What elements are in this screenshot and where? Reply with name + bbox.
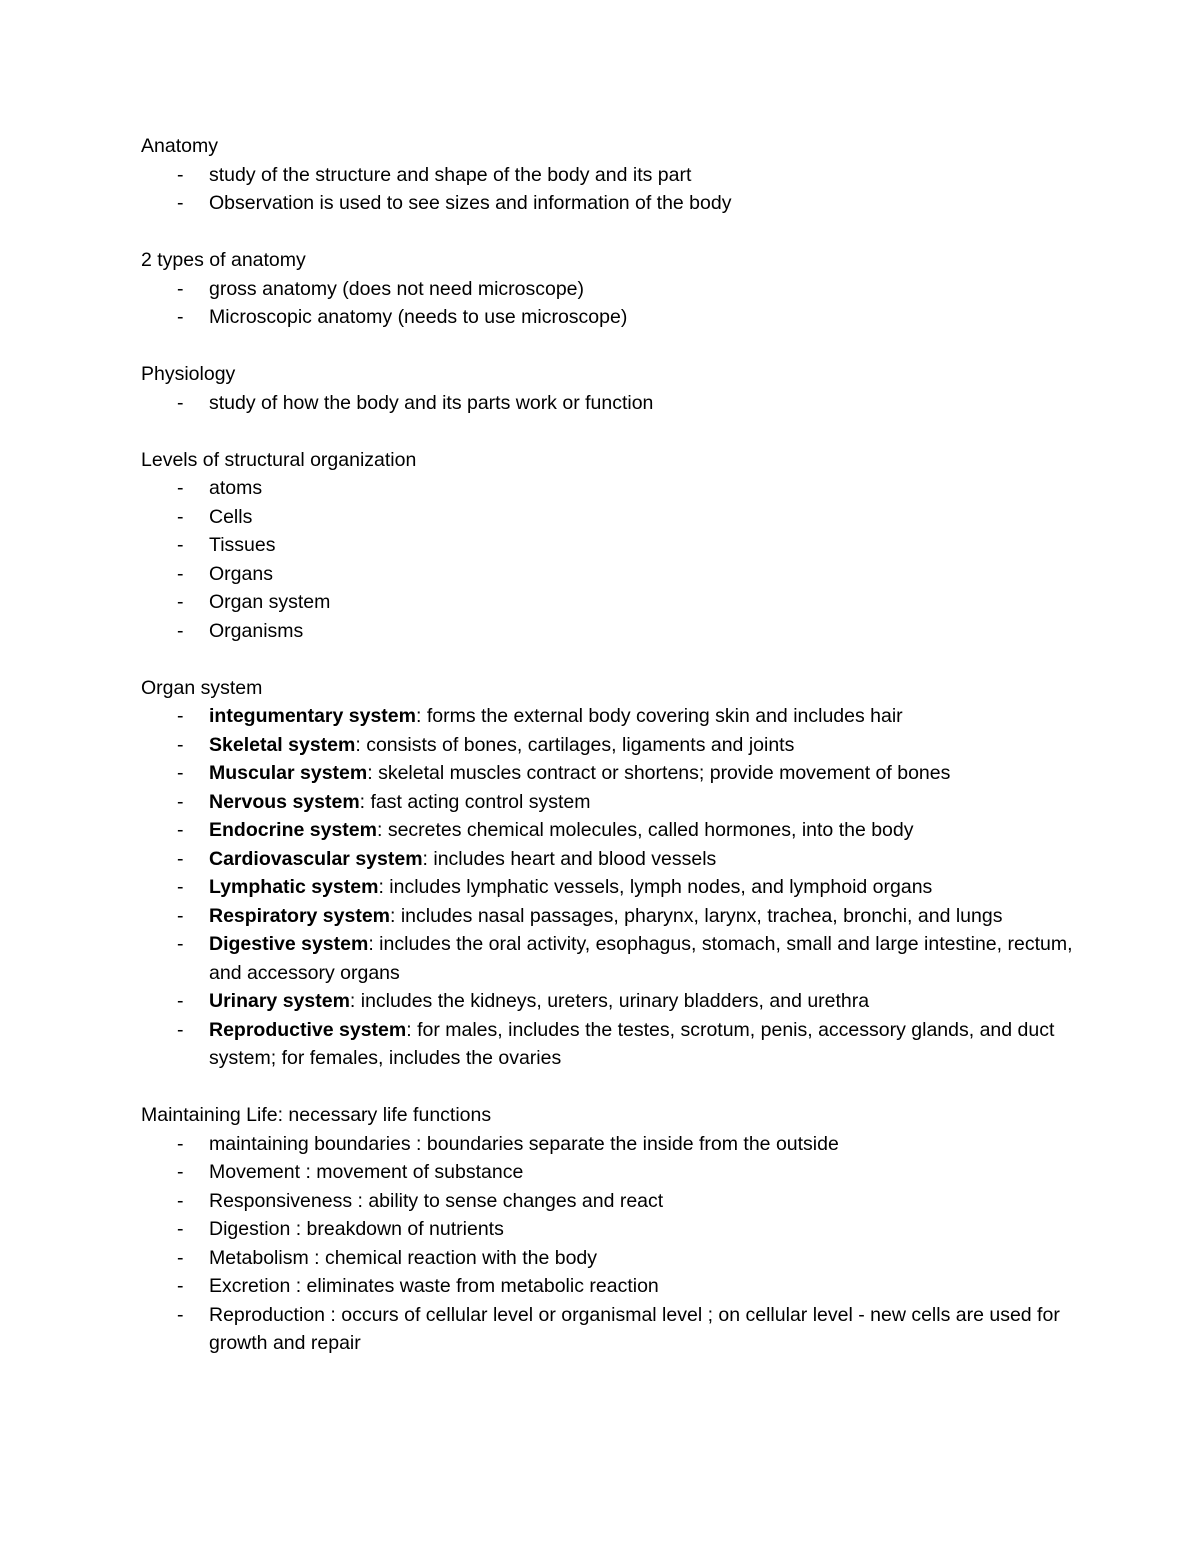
note-section: [141, 246, 1080, 332]
list-item: [141, 759, 1080, 788]
bullet-dash-icon: -: [177, 904, 184, 927]
list-item-text: Microscopic anatomy (needs to use microscope): [209, 306, 628, 328]
list-item: [141, 1244, 1080, 1273]
list-item: [141, 588, 1080, 617]
list-item-term: Skeletal system: [209, 733, 356, 756]
list-item: [141, 845, 1080, 874]
list-item: [141, 1272, 1080, 1301]
bullet-dash-icon: -: [177, 847, 184, 870]
list-item-text: : skeletal muscles contract or shortens; provide movement of bones: [367, 762, 951, 784]
list-item-text: : for males, includes the testes, scrotum, penis, accessory glands, and duct system; for females, includes the ovaries: [209, 1018, 1055, 1069]
list-item: [141, 1301, 1080, 1358]
list-item-text: : secretes chemical molecules, called hormones, into the body: [376, 819, 914, 841]
list-item: [141, 702, 1080, 731]
bullet-dash-icon: -: [177, 1275, 184, 1297]
bullet-dash-icon: -: [177, 1161, 184, 1183]
note-section: [141, 132, 1080, 218]
list-item: [141, 275, 1080, 304]
bullet-dash-icon: -: [177, 505, 184, 528]
list-item-term: Muscular system: [209, 762, 368, 784]
list-item-text: Responsiveness : ability to sense changes and react: [209, 1189, 664, 1212]
list-item-term: integumentary system: [209, 705, 416, 727]
note-section: [141, 446, 1080, 646]
list-item-text: gross anatomy (does not need microscope): [209, 277, 585, 300]
section-heading: Maintaining Life: necessary life functions: [141, 1104, 492, 1126]
list-item-term: Reproductive system: [209, 1018, 407, 1041]
note-section: [141, 674, 1080, 1073]
section-heading: Anatomy: [141, 135, 218, 157]
bullet-dash-icon: -: [177, 1218, 184, 1240]
list-item-term: Lymphatic system: [209, 876, 379, 898]
list-item-term: Digestive system: [209, 933, 369, 955]
list-item-text: Organs: [209, 562, 273, 585]
list-item: [141, 389, 1080, 418]
bullet-dash-icon: -: [177, 306, 184, 328]
bullet-list: [141, 161, 1080, 218]
list-item-text: study of how the body and its parts work or function: [209, 391, 654, 414]
section-heading: Levels of structural organization: [141, 448, 417, 471]
note-section: [141, 1101, 1080, 1358]
list-item: [141, 788, 1080, 817]
list-item-text: Digestion : breakdown of nutrients: [209, 1218, 504, 1240]
bullet-dash-icon: -: [177, 534, 184, 556]
list-item-text: : includes the kidneys, ureters, urinary bladders, and urethra: [349, 990, 870, 1012]
list-item-text: Organisms: [209, 619, 304, 642]
list-item: [141, 1215, 1080, 1244]
list-item: [141, 303, 1080, 332]
bullet-dash-icon: -: [177, 163, 184, 186]
list-item-term: Cardiovascular system: [209, 847, 423, 870]
section-spacer: [141, 645, 1080, 674]
list-item-term: Urinary system: [209, 990, 350, 1012]
list-item: [141, 816, 1080, 845]
list-item: [141, 1016, 1080, 1073]
note-section: [141, 360, 1080, 417]
list-item-text: : consists of bones, cartilages, ligaments and joints: [355, 733, 795, 756]
list-item: [141, 987, 1080, 1016]
bullet-list: [141, 275, 1080, 332]
list-item-text: maintaining boundaries : boundaries separate the inside from the outside: [209, 1132, 839, 1155]
bullet-dash-icon: -: [177, 1018, 184, 1041]
list-item-text: : fast acting control system: [359, 790, 591, 813]
bullet-dash-icon: -: [177, 733, 184, 756]
list-item: [141, 531, 1080, 560]
list-item-text: atoms: [209, 477, 263, 499]
bullet-list: [141, 1130, 1080, 1358]
list-item-term: Respiratory system: [209, 904, 391, 927]
section-spacer: [141, 218, 1080, 247]
bullet-dash-icon: -: [177, 277, 184, 300]
bullet-dash-icon: -: [177, 477, 184, 499]
list-item: [141, 189, 1080, 218]
bullet-list: [141, 389, 1080, 418]
bullet-list: [141, 702, 1080, 1073]
list-item: [141, 902, 1080, 931]
list-item-text: : includes heart and blood vessels: [422, 847, 717, 870]
bullet-dash-icon: -: [177, 933, 184, 955]
list-item: [141, 617, 1080, 646]
document-body: [141, 132, 1080, 1358]
list-item: [141, 1158, 1080, 1187]
section-spacer: [141, 1073, 1080, 1102]
list-item: [141, 474, 1080, 503]
list-item-text: : includes nasal passages, pharynx, larynx, trachea, bronchi, and lungs: [390, 904, 1003, 927]
bullet-dash-icon: -: [177, 1303, 184, 1326]
section-heading: Physiology: [141, 363, 236, 385]
section-spacer: [141, 417, 1080, 446]
bullet-list: [141, 474, 1080, 645]
list-item-text: Movement : movement of substance: [209, 1161, 524, 1183]
list-item: [141, 930, 1080, 987]
section-spacer: [141, 332, 1080, 361]
bullet-dash-icon: -: [177, 192, 184, 214]
list-item-term: Endocrine system: [209, 819, 377, 841]
list-item-text: Reproduction : occurs of cellular level or organismal level ; on cellular level - new cells are used for growth and repair: [209, 1303, 1060, 1354]
bullet-dash-icon: -: [177, 619, 184, 642]
bullet-dash-icon: -: [177, 591, 184, 613]
list-item: [141, 1187, 1080, 1216]
list-item: [141, 731, 1080, 760]
list-item-text: Organ system: [209, 591, 331, 613]
list-item-text: Observation is used to see sizes and information of the body: [209, 192, 732, 214]
bullet-dash-icon: -: [177, 762, 184, 784]
bullet-dash-icon: -: [177, 990, 184, 1012]
section-heading: Organ system: [141, 676, 263, 699]
bullet-dash-icon: -: [177, 391, 184, 414]
list-item-text: Excretion : eliminates waste from metabolic reaction: [209, 1275, 659, 1297]
list-item-text: Tissues: [209, 534, 276, 556]
bullet-dash-icon: -: [177, 819, 184, 841]
bullet-dash-icon: -: [177, 1132, 184, 1155]
list-item-text: : includes the oral activity, esophagus, stomach, small and large intestine, rectum, and accessory organs: [209, 933, 1073, 984]
bullet-dash-icon: -: [177, 790, 184, 813]
bullet-dash-icon: -: [177, 705, 184, 727]
list-item: [141, 560, 1080, 589]
list-item: [141, 161, 1080, 190]
list-item-text: Metabolism : chemical reaction with the body: [209, 1246, 598, 1269]
list-item-text: : forms the external body covering skin and includes hair: [416, 705, 903, 727]
section-heading: 2 types of anatomy: [141, 249, 306, 271]
list-item: [141, 1130, 1080, 1159]
list-item-term: Nervous system: [209, 790, 360, 813]
bullet-dash-icon: -: [177, 1189, 184, 1212]
list-item-text: Cells: [209, 505, 253, 528]
list-item-text: study of the structure and shape of the body and its part: [209, 163, 692, 186]
list-item: [141, 503, 1080, 532]
list-item: [141, 873, 1080, 902]
bullet-dash-icon: -: [177, 876, 184, 898]
bullet-dash-icon: -: [177, 1246, 184, 1269]
bullet-dash-icon: -: [177, 562, 184, 585]
list-item-text: : includes lymphatic vessels, lymph nodes, and lymphoid organs: [378, 876, 933, 898]
